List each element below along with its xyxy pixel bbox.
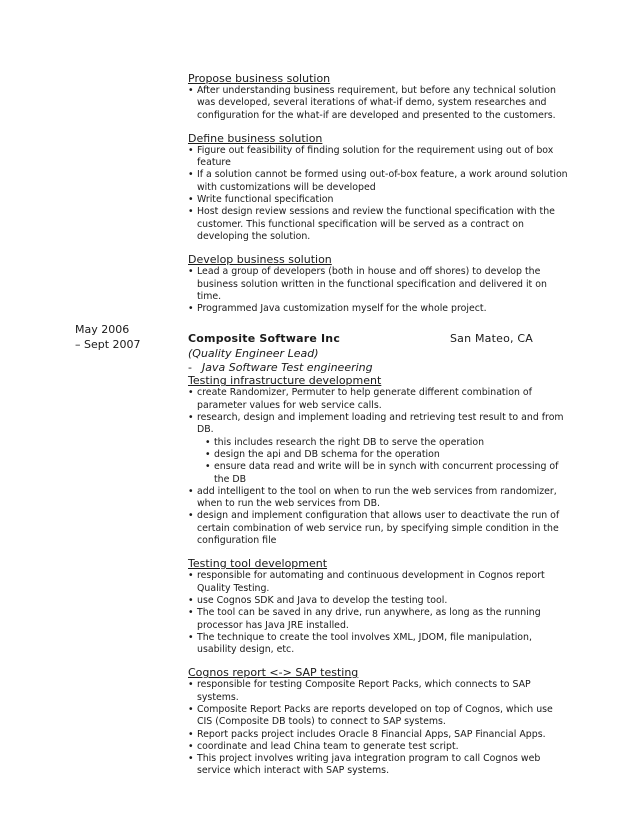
list-item: • coordinate and lead China team to generate test script. xyxy=(188,741,568,753)
list-item: • If a solution cannot be formed using out-of-box feature, a work around solution with customizations will be developed xyxy=(188,169,568,194)
job-location: San Mateo, CA xyxy=(450,332,534,346)
section-propose xyxy=(188,72,568,122)
list-item: • Report packs project includes Oracle 8 Financial Apps, SAP Financial Apps. xyxy=(188,729,568,741)
list-item: • This project involves writing java integration program to call Cognos web service which interact with SAP systems. xyxy=(188,753,568,778)
bullet-list xyxy=(188,85,568,122)
sub-list-item: • ensure data read and write will be in synch with concurrent processing of the DB xyxy=(188,461,568,486)
job-date-from: May 2006 xyxy=(75,323,130,336)
list-item: • create Randomizer, Permuter to help generate different combination of parameter values for web service calls. xyxy=(188,387,568,412)
list-item: • Write functional specification xyxy=(188,194,568,206)
sub-list-item: • design the api and DB schema for the operation xyxy=(188,449,568,461)
dept-text: Java Software Test engineering xyxy=(201,361,373,375)
list-item: • research, design and implement loading and retrieving test result to and from DB. xyxy=(188,412,568,437)
section-title: Define business solution xyxy=(188,131,323,145)
dept-dash: - xyxy=(188,361,192,375)
resume-content xyxy=(188,72,568,778)
section-define xyxy=(188,132,568,243)
list-item: • use Cognos SDK and Java to develop the testing tool. xyxy=(188,595,568,607)
section-testing-infra xyxy=(188,374,568,547)
bullet-list xyxy=(188,145,568,243)
list-item: • responsible for testing Composite Report Packs, which connects to SAP systems. xyxy=(188,679,568,704)
list-item: • The technique to create the tool involves XML, JDOM, file manipulation, usability design, etc. xyxy=(188,632,568,657)
list-item: • responsible for automating and continuous development in Cognos report Quality Testing. xyxy=(188,570,568,595)
job-department xyxy=(188,361,568,374)
list-item: • Programmed Java customization myself for the whole project. xyxy=(188,303,568,315)
sub-list-item: • this includes research the right DB to serve the operation xyxy=(188,437,568,449)
bullet-list xyxy=(188,679,568,777)
section-testing-tool xyxy=(188,557,568,656)
bullet-list xyxy=(188,387,568,547)
list-item: • Figure out feasibility of finding solution for the requirement using out of box feature xyxy=(188,145,568,170)
section-title: Develop business solution xyxy=(188,253,332,267)
job-role: (Quality Engineer Lead) xyxy=(188,347,319,361)
bullet-list xyxy=(188,266,568,315)
job-header xyxy=(188,332,568,347)
list-item: • After understanding business requirement, but before any technical solution was developed, several iterations of what-if demo, system researches and configuration for the what-if are developed and presented to the customers. xyxy=(188,85,568,122)
company-name: Composite Software Inc xyxy=(188,332,341,346)
job-date-to: – Sept 2007 xyxy=(75,338,141,351)
job-entry xyxy=(188,332,568,777)
section-title: Propose business solution xyxy=(188,72,331,85)
list-item: • Lead a group of developers (both in house and off shores) to develop the business solution written in the functional specification and delivered it on time. xyxy=(188,266,568,303)
job-dates xyxy=(75,322,175,352)
section-title: Testing infrastructure development xyxy=(188,374,382,388)
list-item: • Composite Report Packs are reports developed on top of Cognos, which use CIS (Composite DB tools) to connect to SAP systems. xyxy=(188,704,568,729)
list-item: • The tool can be saved in any drive, run anywhere, as long as the running processor has Java JRE installed. xyxy=(188,607,568,632)
list-item: • add intelligent to the tool on when to run the web services from randomizer, when to run the web services from DB. xyxy=(188,486,568,511)
section-develop xyxy=(188,253,568,315)
list-item: • design and implement configuration that allows user to deactivate the run of certain combination of web service run, by specifying simple condition in the configuration file xyxy=(188,510,568,547)
section-title: Testing tool development xyxy=(188,557,328,571)
bullet-list xyxy=(188,570,568,656)
section-title: Cognos report <-> SAP testing xyxy=(188,666,359,680)
list-item: • Host design review sessions and review the functional specification with the customer. This functional specification will be served as a contract on developing the solution. xyxy=(188,206,568,243)
section-cognos-sap xyxy=(188,666,568,777)
